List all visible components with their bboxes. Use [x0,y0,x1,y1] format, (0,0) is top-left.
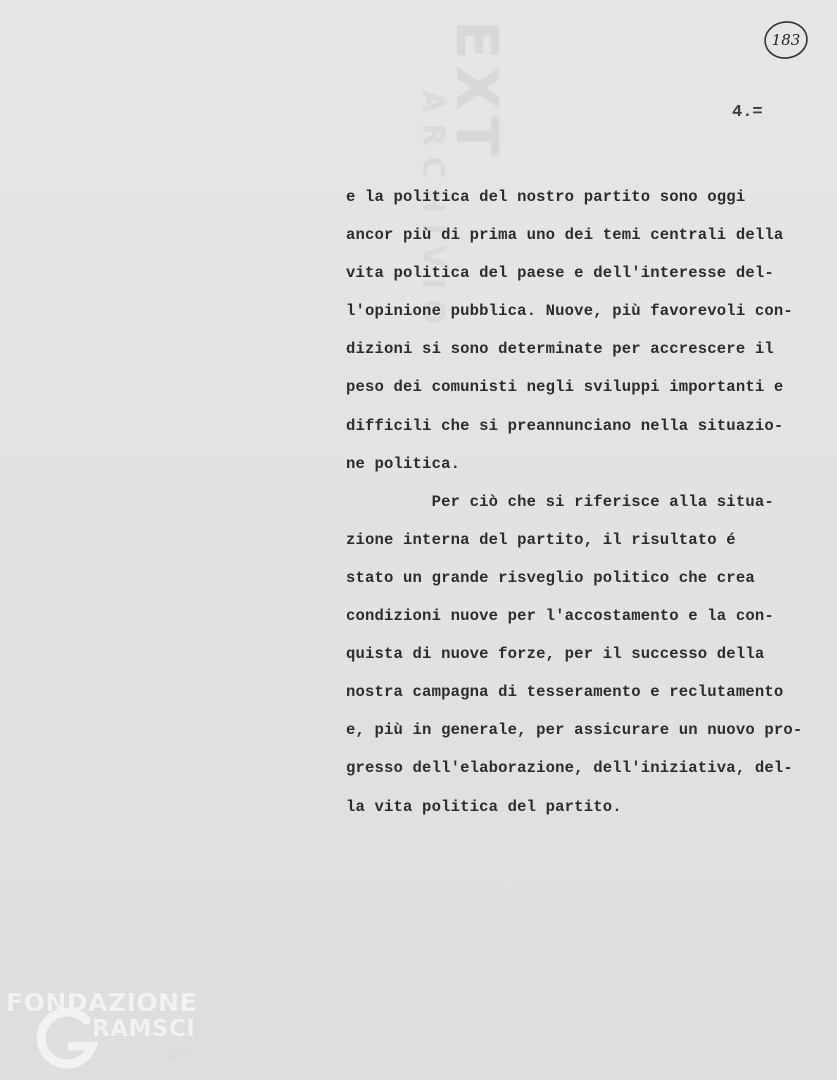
fondazione-gramsci-logo [6,988,226,1076]
text-line: stato un grande risveglio politico che crea [346,568,755,587]
text-line: la vita politica del partito. [346,797,622,816]
text-line: ancor più di prima uno dei temi centrali della [346,226,784,245]
typewritten-body [346,178,826,826]
text-line: difficili che si preannunciano nella situazio- [346,416,784,435]
logo-line1: FONDAZIONE [6,988,198,1017]
text-line: gresso dell'elaborazione, dell'iniziativa, del- [346,759,793,778]
text-line: vita politica del paese e dell'interesse del- [346,264,774,283]
text-line: e la politica del nostro partito sono oggi [346,188,746,206]
text-line: peso dei comunisti negli sviluppi importanti e [346,378,784,397]
text-line: quista di nuove forze, per il successo della [346,645,765,664]
logo-suffix: onlus [168,1050,193,1060]
text-line: dizioni si sono determinate per accrescere il [346,340,774,359]
text-line: l'opinione pubblica. Nuove, più favorevoli con- [346,302,793,321]
text-line: Per ciò che si riferisce alla situa- [346,492,774,511]
page-number: 4.= [732,103,763,122]
text-line: ne politica. [346,454,461,473]
text-line: e, più in generale, per assicurare un nuovo pro- [346,721,803,740]
folio-stamp [762,18,810,62]
text-line: condizioni nuove per l'accostamento e la con- [346,607,774,626]
faint-watermark: ARCHIVIO [415,90,450,335]
extract-watermark: EXT [443,20,511,162]
text-line: zione interna del partito, il risultato é [346,530,736,549]
folio-number: 183 [771,31,801,49]
logo-line2: RAMSCI [92,1016,196,1042]
text-line: nostra campagna di tesseramento e reclutamento [346,683,784,702]
